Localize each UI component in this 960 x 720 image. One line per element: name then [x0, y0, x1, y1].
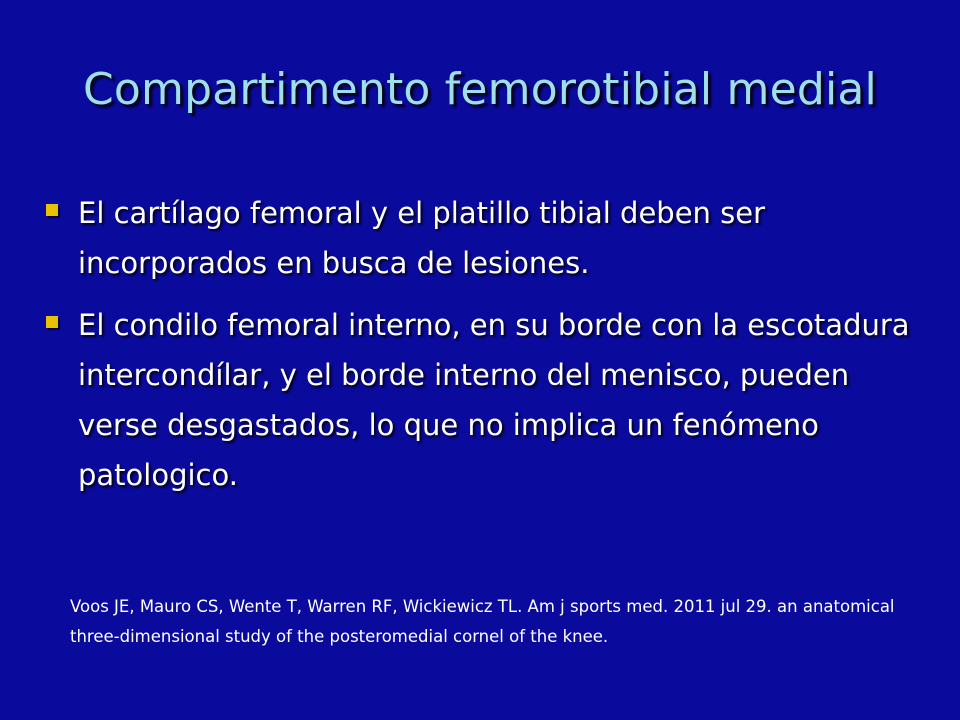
square-bullet-icon [46, 316, 58, 328]
slide-title: Compartimento femorotibial medial [82, 64, 877, 115]
citation: Voos JE, Mauro CS, Wente T, Warren RF, Wickiewicz TL. Am j sports med. 2011 jul 29. an anatomical three-dimensional study of the posteromedial cornel of the knee. [70, 597, 895, 646]
bullet-item [44, 300, 924, 500]
square-bullet-icon [46, 204, 58, 216]
bullet-text: El condilo femoral interno, en su borde con la escotadura intercondílar, y el borde interno del menisco, pueden verse desgastados, lo que no implica un fenómeno patologico. [78, 308, 910, 492]
bullet-list [44, 188, 924, 512]
bullet-item [44, 188, 924, 288]
bullet-text: El cartílago femoral y el platillo tibial deben ser incorporados en busca de lesiones. [78, 196, 766, 280]
